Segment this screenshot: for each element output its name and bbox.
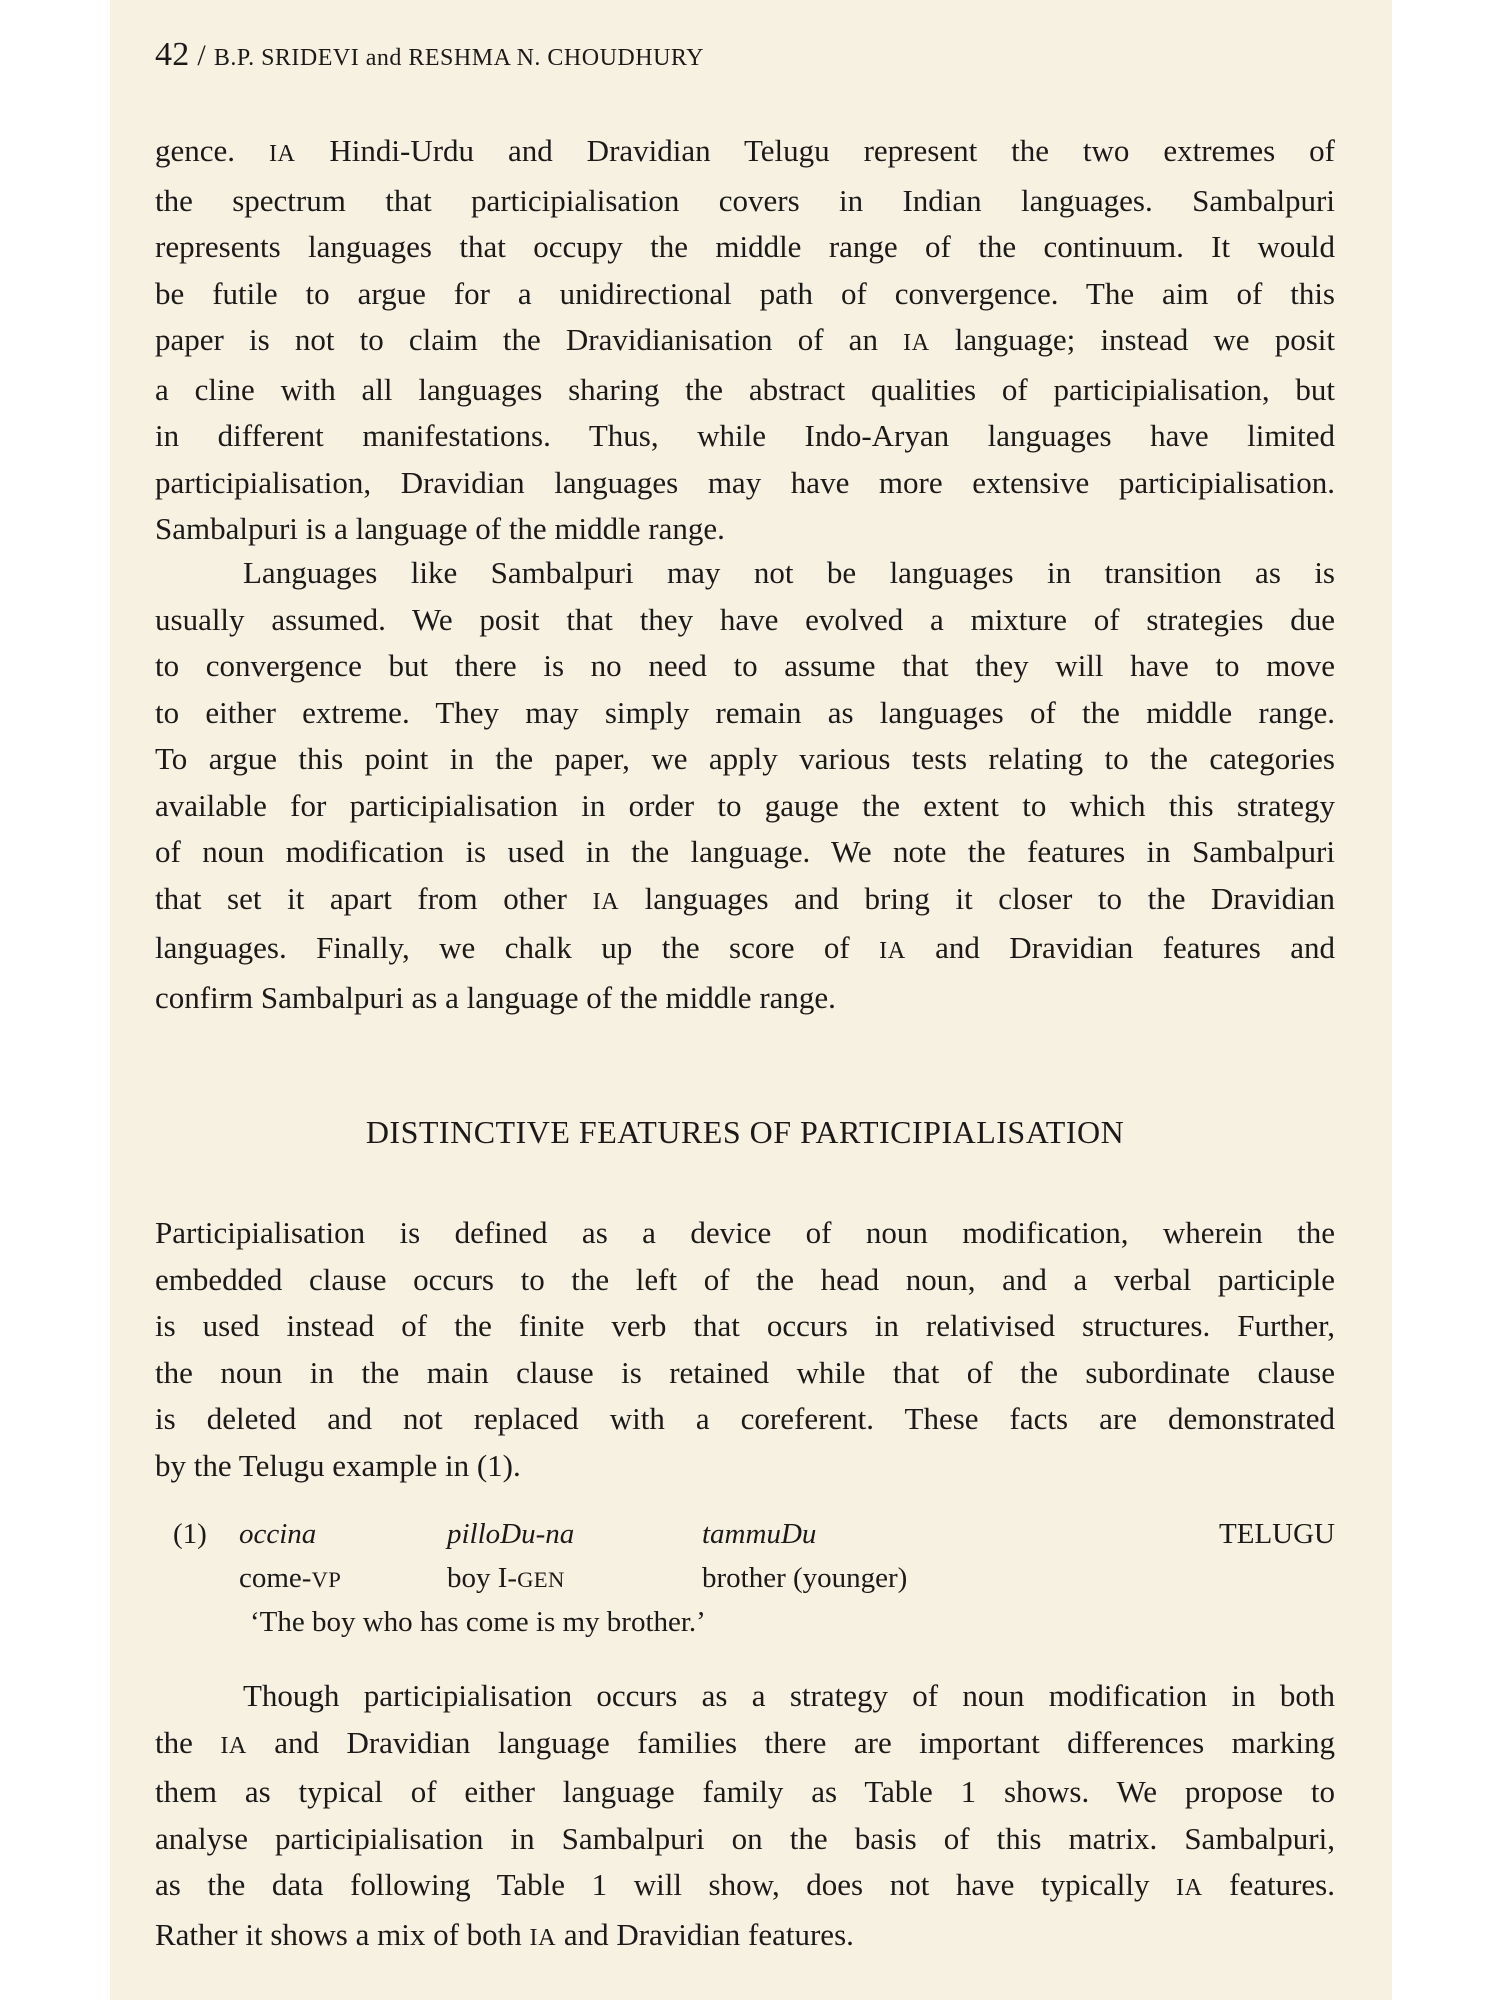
text-line: Though participialisation occurs as a strategy of noun modification in both bbox=[243, 1678, 1335, 1713]
text-line: of noun modification is used in the language. We note the features in Sambalpuri bbox=[155, 834, 1335, 869]
example-source-row bbox=[155, 1518, 1335, 1562]
text-line: embedded clause occurs to the left of the head noun, and a verbal participle bbox=[155, 1261, 1335, 1297]
text-line: that set it apart from other IA languages and bring it closer to the Dravidian bbox=[155, 880, 1335, 916]
example-number: (1) bbox=[173, 1518, 207, 1550]
text-line: usually assumed. We posit that they have evolved a mixture of strategies due bbox=[155, 601, 1335, 637]
text-line: languages. Finally, we chalk up the score of IA and Dravidian features and bbox=[155, 930, 1335, 965]
example-gloss-row bbox=[155, 1562, 1335, 1606]
text-line: them as typical of either language family as Table 1 shows. We propose to bbox=[155, 1774, 1335, 1809]
example-word-3: tammuDu bbox=[702, 1518, 817, 1550]
example-gloss-1: come-VP bbox=[239, 1562, 342, 1594]
text-line: to convergence but there is no need to assume that they will have to move bbox=[155, 648, 1335, 683]
text-line: the IA and Dravidian language families there are important differences marking bbox=[155, 1724, 1335, 1760]
text-line: to either extreme. They may simply remain as languages of the middle range. bbox=[155, 694, 1335, 730]
example-word-1: occina bbox=[239, 1518, 317, 1550]
header-authors: B.P. SRIDEVI and RESHMA N. CHOUDHURY bbox=[213, 45, 704, 71]
text-line: To argue this point in the paper, we apply various tests relating to the categories bbox=[155, 741, 1335, 776]
paragraph-2 bbox=[155, 550, 1335, 1021]
text-line: Sambalpuri is a language of the middle range. bbox=[155, 511, 725, 546]
example-1 bbox=[155, 1518, 1335, 1650]
text-line: as the data following Table 1 will show, does not have typically IA features. bbox=[155, 1867, 1335, 1902]
text-line: Languages like Sambalpuri may not be languages in transition as is bbox=[243, 555, 1335, 590]
text-line: by the Telugu example in (1). bbox=[155, 1447, 521, 1483]
section-heading: DISTINCTIVE FEATURES OF PARTICIPIALISATION bbox=[365, 1114, 1125, 1150]
example-language: TELUGU bbox=[1219, 1518, 1335, 1550]
header-separator: / bbox=[197, 39, 207, 72]
text-line: the spectrum that participialisation covers in Indian languages. Sambalpuri bbox=[155, 182, 1335, 218]
text-line: paper is not to claim the Dravidianisation of an IA language; instead we posit bbox=[155, 322, 1336, 357]
example-translation: ‘The boy who has come is my brother.’ bbox=[250, 1606, 706, 1638]
example-word-2: pilloDu-na bbox=[447, 1518, 575, 1550]
text-line: gence. IA Hindi-Urdu and Dravidian Telugu represent the two extremes of bbox=[155, 133, 1335, 168]
text-line: Rather it shows a mix of both IA and Dravidian features. bbox=[155, 1916, 854, 1952]
text-line: is used instead of the finite verb that occurs in relativised structures. Further, bbox=[155, 1308, 1335, 1343]
paragraph-1 bbox=[155, 128, 1335, 553]
page-number: 42 bbox=[155, 36, 190, 73]
text-line: is deleted and not replaced with a coreferent. These facts are demonstrated bbox=[155, 1401, 1335, 1436]
text-line: represents languages that occupy the middle range of the continuum. It would bbox=[155, 229, 1335, 264]
text-line: confirm Sambalpuri as a language of the middle range. bbox=[155, 979, 836, 1015]
text-line: participialisation, Dravidian languages may have more extensive participialisation. bbox=[155, 464, 1335, 500]
example-gloss-3: brother (younger) bbox=[702, 1562, 908, 1594]
text-line: Participialisation is defined as a device of noun modification, wherein the bbox=[155, 1215, 1335, 1250]
text-line: a cline with all languages sharing the abstract qualities of participialisation, but bbox=[155, 371, 1335, 407]
running-head bbox=[155, 36, 704, 74]
text-line: available for participialisation in order to gauge the extent to which this strategy bbox=[155, 787, 1335, 823]
example-translation-row bbox=[155, 1606, 1335, 1650]
book-page bbox=[110, 0, 1392, 2000]
paragraph-4 bbox=[155, 1673, 1335, 1961]
paragraph-3 bbox=[155, 1210, 1335, 1489]
text-line: be futile to argue for a unidirectional path of convergence. The aim of this bbox=[155, 275, 1335, 311]
text-line: the noun in the main clause is retained while that of the subordinate clause bbox=[155, 1354, 1335, 1390]
text-line: in different manifestations. Thus, while Indo-Aryan languages have limited bbox=[155, 418, 1335, 453]
text-line: analyse participialisation in Sambalpuri on the basis of this matrix. Sambalpuri, bbox=[155, 1820, 1335, 1856]
example-gloss-2: boy I-GEN bbox=[447, 1562, 565, 1594]
